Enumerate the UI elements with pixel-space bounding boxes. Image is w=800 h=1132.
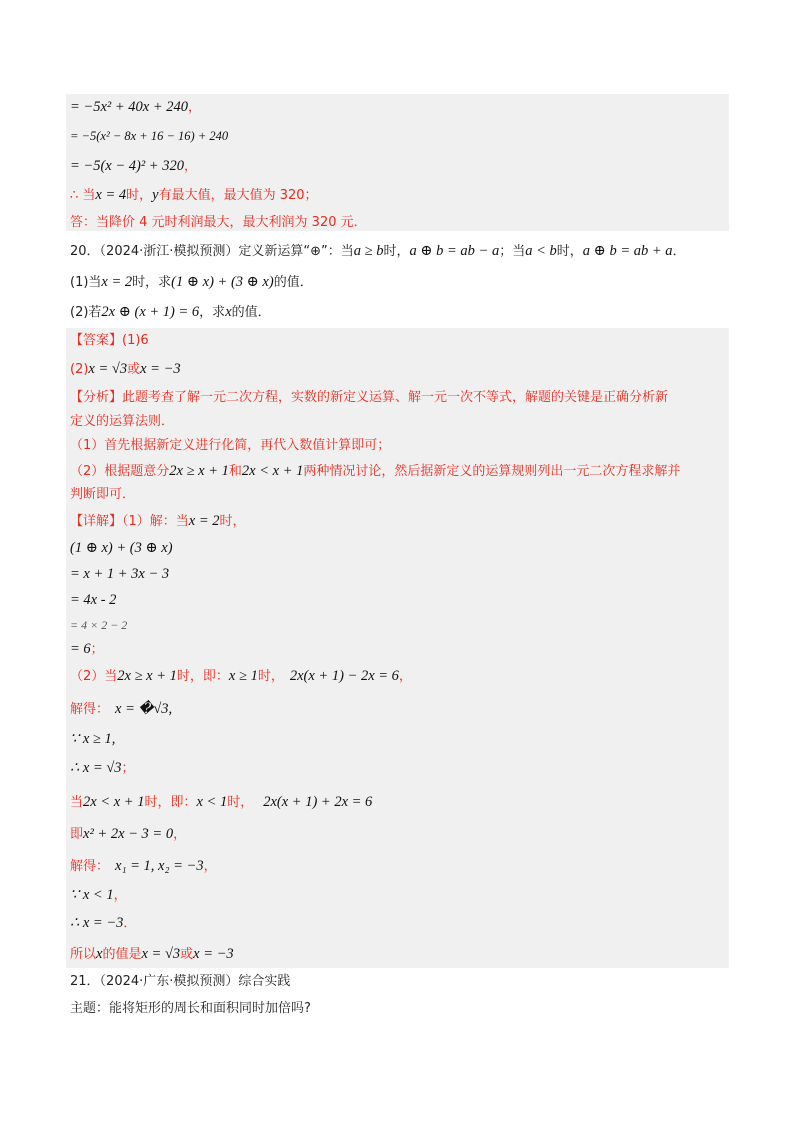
q21-stem: 21．（2024·广东·模拟预测）综合实践 (70, 974, 291, 989)
case2-equation: 即x² + 2x − 3 = 0， (70, 826, 187, 842)
q21-topic: 主题：能将矩形的周长和面积同时加倍吗? (70, 1001, 311, 1016)
analysis-line-5: 判断即可． (70, 487, 136, 502)
prev-line-2: = −5(x² − 8x + 16 − 16) + 240 (70, 129, 229, 143)
case1-because: ∵ x ≥ 1, (70, 731, 116, 747)
analysis-line-1: 【分析】此题考查了解一元二次方程，实数的新定义运算、解一元一次不等式，解题的关键是正确分析新 (70, 390, 669, 405)
case2-therefore: ∴ x = −3． (70, 915, 137, 931)
detail-step-5: = 6； (70, 641, 104, 657)
detail-step-4: = 4 × 2 − 2 (70, 618, 128, 632)
q20-stem: 20．（2024·浙江·模拟预测）定义新运算“⊕”：当a ≥ b时，a ⊕ b = ab − a；当a < b时，a ⊕ b = ab + a． (70, 243, 686, 259)
final-answer: 所以x的值是x = √3或x = −3 (70, 946, 234, 962)
analysis-line-3: （1）首先根据新定义进行化简，再代入数值计算即可； (70, 438, 391, 453)
detail-line-1: 【详解】（1）解：当x = 2时， (70, 513, 246, 529)
prev-line-1: = −5x² + 40x + 240， (70, 99, 201, 115)
case1-therefore: ∴ x = √3； (70, 760, 135, 776)
case2-condition: 当2x < x + 1时，即：x < 1时， 2x(x + 1) + 2x = 6 (70, 794, 373, 810)
detail-step-2: = x + 1 + 3x − 3 (70, 566, 170, 582)
case2-solve: 解得： x₁ = 1, x₂ = −3， (70, 858, 217, 874)
prev-answer-line: 答：当降价 4 元时利润最大，最大利润为 320 元． (70, 215, 367, 230)
answer-line-2: (2)x = √3或x = −3 (70, 361, 181, 377)
analysis-line-2: 定义的运算法则． (70, 414, 175, 429)
case1-solve: 解得： x = �√3, (70, 701, 173, 717)
prev-line-3: = −5(x − 4)² + 320， (70, 158, 197, 174)
answer-line-1: 【答案】(1)6 (70, 333, 149, 348)
detail-step-3: = 4x - 2 (70, 592, 117, 608)
q20-part-1: (1)当x = 2时，求(1 ⊕ x) + (3 ⊕ x)的值． (70, 274, 313, 290)
case2-because: ∵ x < 1， (70, 887, 127, 903)
case1-condition: （2）当2x ≥ x + 1时，即：x ≥ 1时， 2x(x + 1) − 2x = 6， (70, 668, 412, 684)
detail-step-1: (1 ⊕ x) + (3 ⊕ x) (70, 540, 173, 556)
analysis-line-4: （2）根据题意分2x ≥ x + 1和2x < x + 1两种情况讨论，然后据新定义的运算规则列出一元二次方程求解并 (70, 463, 681, 479)
q20-part-2: (2)若2x ⊕ (x + 1) = 6，求x的值． (70, 304, 271, 320)
prev-line-4: ∴ 当x = 4时，y有最大值，最大值为 320； (70, 187, 318, 203)
